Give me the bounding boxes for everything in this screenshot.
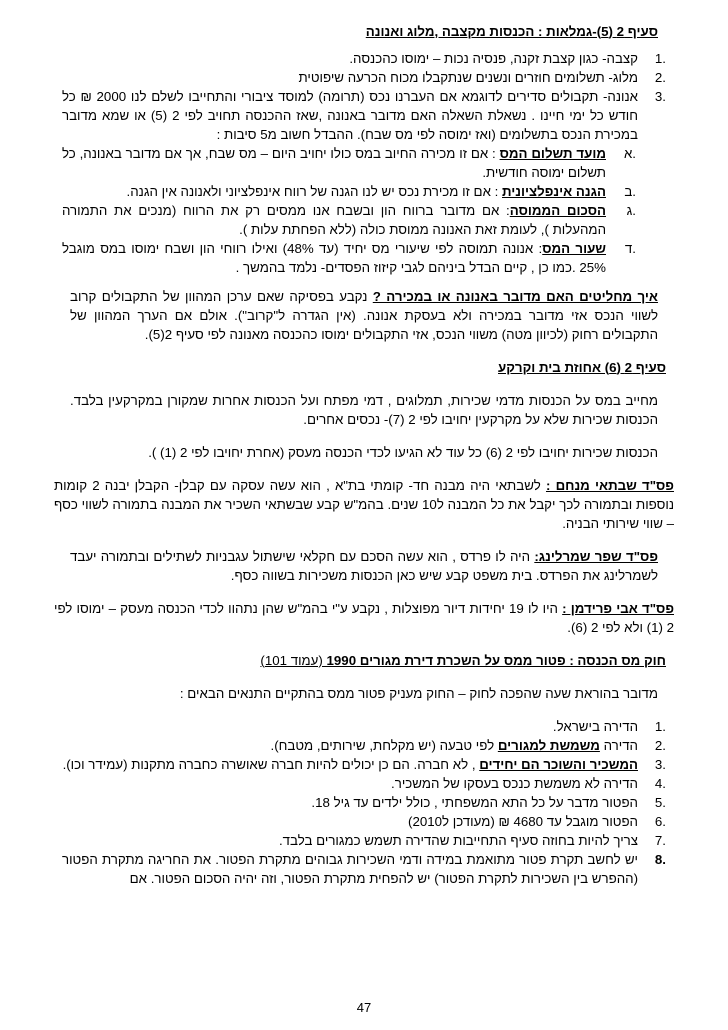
case-paragraph: פס"ד שבתאי מנחם : לשבתאי היה מבנה חד- קומתי בת"א , הוא עשה עסקה עם קבלן- הקבלן יבנה 2 קומות נוספות ובתמורה לכך יקבל את כל המבנה ל10 שנים. בהמ"ש קבע שבשתאי השכיר את המבנה בתמורה לשווי כסף – שווי שירותי הבניה. [54, 478, 674, 531]
list-item: 3. אנונה- תקבולים סדירים לדוגמא אם העברנו נכס (תרומה) למוסד ציבורי והתחייבו לשלם לנו 2000 ₪ כל חודש כל ימי חיינו . נשאלת השאלה האם מדובר באנונה ,שאז ההכנסה תחויב לפי 2 (5) או שמא מדובר במכירת הנכס בתשלומים (ואז ימוסה לפי מס שבח). ההבדל חשוב מ5 סיבות : א. מועד תשלום המס : אם זו מכירה החיוב במס כולו יחויב היום – מס שבח, אך אם מדובר באנונה, כל תשלום ימוסה חודשית. ב. הגנה אינפלציונית : אם זו מכירת נכס יש לנו הגנה של רווח אינפלציוני ולאנונה אין הגנה. ג. הסכום הממוסה: אם מדובר ברווח הון ובשבח אנו ממסים רק את הרווח (מנכים את התמורה המהעלות ), לעומת זאת האנונה ממוסת כולה (ללא הפחתת עלות ). ד. שעור המס: אנונה תמוסה לפי שיעורי מס יחיד (עד 48%) ואילו רווחי הון ושבח ימוסו במס מוגבל 25% .כמו כן , קיים הבדל ביניהם לגבי קיזוז הפסדים- נלמד בהמשך . [62, 89, 666, 275]
list-item: ד. שעור המס: אנונה תמוסה לפי שיעורי מס יחיד (עד 48%) ואילו רווחי הון ושבח ימוסו במס מוגבל 25% .כמו כן , קיים הבדל ביניהם לגבי קיזוז הפסדים- נלמד בהמשך . [62, 241, 636, 275]
real-estate-paragraph: מחייב במס על הכנסות מדמי שכירות, תמלוגים , דמי מפתח ועל הכנסות אחרות שמקורן במקרקעין בלבד. הכנסות שכירות שלא על מקרקעין יחויבו לפי 2 (7)- נכסים אחרים. [70, 393, 658, 427]
exemption-intro: מדובר בהוראת שעה שהפכה לחוק – החוק מעניק פטור ממס בהתקיים התנאים הבאים : [179, 686, 658, 701]
list-item: 4. הדירה לא משמשת כנכס בעסקו של המשכיר. [391, 776, 666, 791]
list-item: 7. צריך להיות בחוזה סעיף התחייבות שהדירה תשמש כמגורים בלבד. [278, 833, 666, 848]
document-page [54, 22, 674, 888]
list-item: 6. הפטור מוגבל עד 4680 ₪ (מעודכן ל2010) [408, 814, 666, 829]
income-types-list [62, 49, 666, 277]
page-number: 47 [356, 1000, 372, 1015]
case-paragraph: פס"ד שפר שמרלינג: היה לו פרדס , הוא עשה הסכם עם חקלאי שישתול עגבניות לשתילים ובתמורה יעבד לשמרלינג את הפרדס. בית משפט קבע שיש כאן הכנסות משכירות בשווה כסף. [70, 549, 658, 583]
list-item: 5. הפטור מדבר על כל התא המשפחתי , כולל ילדים עד גיל 18. [311, 795, 666, 810]
list-item: 1. קצבה- כגון קצבת זקנה, פנסיה נכות – ימוסו כהכנסה. [349, 51, 666, 66]
reasons-list [62, 144, 638, 277]
list-item: 8. יש לחשב תקרת פטור מתואמת במידה ודמי השכירות גבוהים מתקרת הפטור. את החריגה מתקרת הפטור (ההפרש בין השכירות לתקרת הפטור) יש להפחית מתקרת הפטור, וזה יהיה הסכום הפטור. אם [62, 852, 666, 886]
section-heading-rental-exemption: חוק מס הכנסה : פטור ממס על השכרת דירת מגורים 1990 (עמוד 101) [260, 653, 666, 668]
list-item: ג. הסכום הממוסה: אם מדובר ברווח הון ובשבח אנו ממסים רק את הרווח (מנכים את התמורה המהעלות ), לעומת זאת האנונה ממוסת כולה (ללא הפחתת עלות ). [62, 203, 636, 237]
business-income-paragraph: הכנסות שכירות יחויבו לפי 2 (6) כל עוד לא הגיעו לכדי הכנסה מעסק (אחרת יחויבו לפי 2 (1) ). [148, 445, 658, 460]
exemption-conditions-list [62, 717, 666, 888]
list-item: 3. המשכיר והשוכר הם יחידים , לא חברה. הם כן יכולים להיות חברה שאושרה כחברה מתקנות (עמידר וכו). [62, 757, 666, 772]
case-paragraph: פס"ד אבי פרידמן : היו לו 19 יחידות דיור מפוצלות , נקבע ע"י בהמ"ש שהן נתהוו לכדי הכנסה מעסק – ימוסו לפי 2 (1) ולא לפי 2 (6). [54, 601, 674, 635]
section-heading-pensions: סעיף 2 (5)-גמלאות : הכנסות מקצבה ,מלוג ואנונה [365, 24, 658, 39]
section-heading-real-estate: סעיף 2 (6) אחוזת בית וקרקע [498, 360, 666, 375]
list-item: 2. מלוג- תשלומים חוזרים ונשנים שנתקבלו מכוח הכרעה שיפוטית [298, 70, 666, 85]
list-item: א. מועד תשלום המס : אם זו מכירה החיוב במס כולו יחויב היום – מס שבח, אך אם מדובר באנונה, כל תשלום ימוסה חודשית. [62, 146, 636, 180]
list-item: ב. הגנה אינפלציונית : אם זו מכירת נכס יש לנו הגנה של רווח אינפלציוני ולאנונה אין הגנה. [126, 184, 636, 199]
decision-paragraph: איך מחליטים האם מדובר באנונה או במכירה ? נקבע בפסיקה שאם ערכן המהוון של התקבולים קרוב לשווי הנכס אזי מדובר במכירה ולא בעסקת אנונה. (אין הגדרה ל"קרוב"). אולם אם הערך המהוון של התקבולים רחוק (לכיוון מטה) משווי הנכס, אזי התקבולים ימוסו כהכנסה מאנונה לפי סעיף 2(5). [70, 289, 659, 342]
list-item: 1. הדירה בישראל. [552, 719, 666, 734]
list-item: 2. הדירה משמשת למגורים לפי טבעה (יש מקלחת, שירותים, מטבח). [270, 738, 666, 753]
